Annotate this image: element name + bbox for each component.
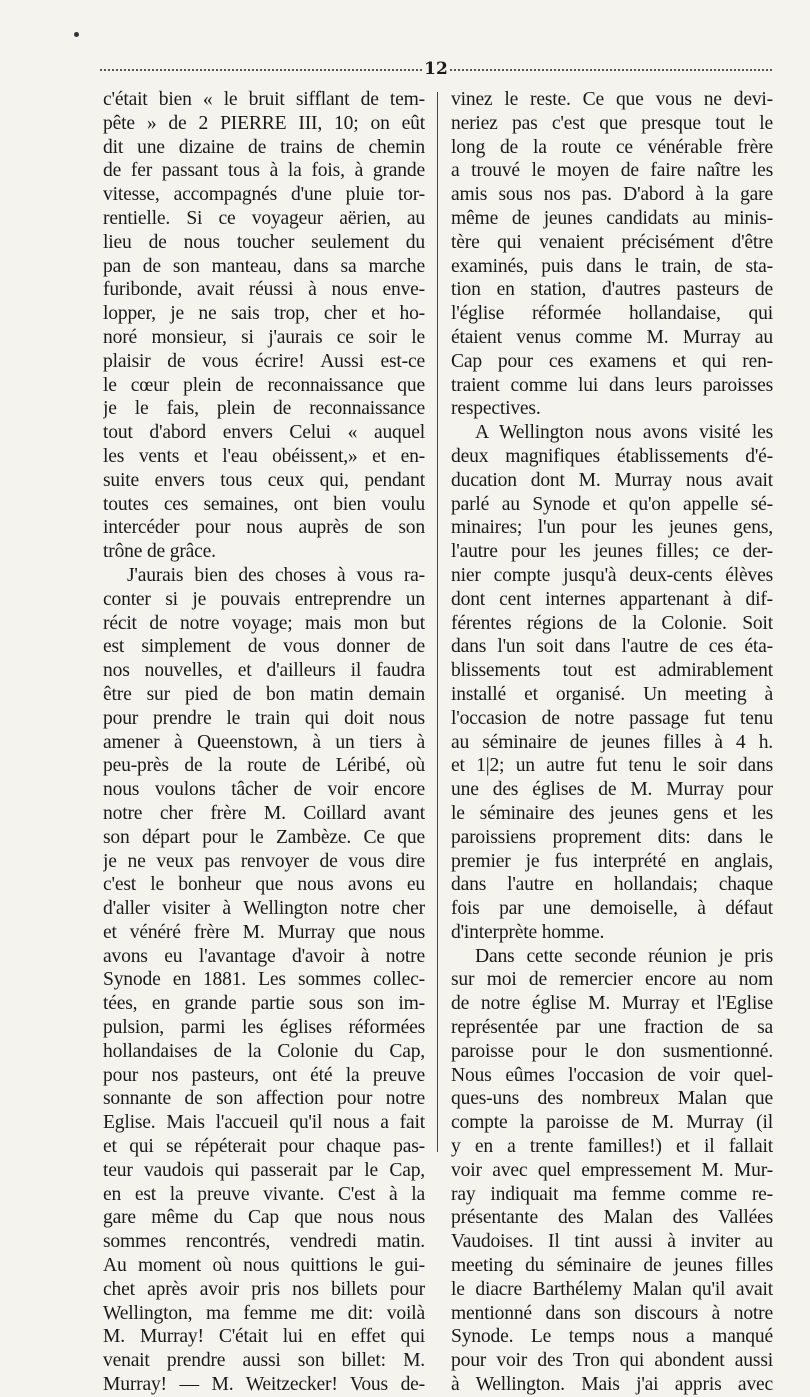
text-line: dans l'un soit dans l'autre de ces éta- xyxy=(451,636,773,658)
text-line: nos nouvelles, et d'ailleurs il faudra xyxy=(103,660,425,682)
text-line: dans l'autre en hollandais; chaque xyxy=(451,874,773,896)
text-line: pour nos pasteurs, ont été la preuve xyxy=(103,1064,425,1086)
text-line: toutes ces semaines, ont bien voulu xyxy=(103,493,425,515)
text-line: hollandaises de la Colonie du Cap, xyxy=(103,1040,425,1062)
text-line: fois par une demoiselle, à défaut xyxy=(451,898,773,920)
text-line: compte la paroisse de M. Murray (il xyxy=(451,1112,773,1134)
text-line: neriez pas c'est que presque tout le xyxy=(451,112,773,134)
text-line: Dans cette seconde réunion je pris xyxy=(475,945,773,967)
text-line: pulsion, parmi les églises réformées xyxy=(103,1017,425,1039)
text-line: vinez le reste. Ce que vous ne devi- xyxy=(451,89,773,110)
text-line: mentionné dans son discours à notre xyxy=(451,1302,773,1324)
right-column xyxy=(451,88,773,1397)
text-line: premier je fus interprété en anglais, xyxy=(451,850,773,872)
text-line: paroissiens proprement dits: dans le xyxy=(451,826,773,848)
text-line: ducation dont M. Murray nous avait xyxy=(451,469,773,491)
text-line: tout d'abord envers Celui « auquel xyxy=(103,422,425,444)
text-line: avons eu l'avantage d'avoir à notre xyxy=(103,945,425,967)
text-line: noré monsieur, si j'aurais ce soir le xyxy=(103,326,425,348)
text-line: intercéder pour nous auprès de son xyxy=(103,517,425,539)
text-line: pête » de 2 PIERRE III, 10; on eût xyxy=(103,112,425,134)
text-line: amis sous nos pas. D'abord à la gare xyxy=(451,184,773,206)
text-line: est simplement de vous donner de xyxy=(103,636,425,658)
text-line: tion en station, d'autres pasteurs de xyxy=(451,279,773,301)
text-line: furibonde, avait réussi à nous enve- xyxy=(103,279,425,301)
text-line: dit une dizaine de trains de chemin xyxy=(103,136,425,158)
text-line: le diacre Barthélemy Malan qu'il avait xyxy=(451,1278,773,1300)
text-line: deux magnifiques établissements d'é- xyxy=(451,445,773,467)
text-line: les vents et l'eau obéissent,» et en- xyxy=(103,445,425,467)
text-line: pan de son manteau, dans sa marche xyxy=(103,255,425,277)
text-line: représentée par une fraction de sa xyxy=(451,1017,773,1039)
text-line: pour voir des Tron qui abondent aussi xyxy=(451,1350,773,1372)
text-line: être sur pied de bon matin demain xyxy=(103,683,425,705)
text-line: tère qui venaient précisément d'être xyxy=(451,231,773,253)
text-line: Murray! — M. Weitzecker! Vous de- xyxy=(103,1374,425,1396)
text-line: étaient venus comme M. Murray au xyxy=(451,326,773,348)
text-line: une des églises de M. Murray pour xyxy=(451,779,773,801)
text-line: installé et organisé. Un meeting à xyxy=(451,683,773,705)
text-line: meeting du séminaire de jeunes filles xyxy=(451,1255,773,1277)
text-line: de fer passant tous à la fois, à grande xyxy=(103,160,425,182)
text-line: Vaudoises. Il tint aussi à inviter au xyxy=(451,1231,773,1253)
text-line: paroisse pour le don susmentionné. xyxy=(451,1040,773,1062)
text-line: tées, en grande partie sous son im- xyxy=(103,993,425,1015)
text-line: l'autre pour les jeunes filles; ce der- xyxy=(451,541,773,563)
text-line: Cap pour ces examens et qui ren- xyxy=(451,350,773,372)
text-line: Nous eûmes l'occasion de voir quel- xyxy=(451,1064,773,1086)
text-line: le cœur plein de reconnaissance que xyxy=(103,374,425,396)
ink-speck xyxy=(74,32,79,37)
text-line: de notre église M. Murray et l'Eglise xyxy=(451,993,773,1015)
text-line: y en a trente familles!) et il fallait xyxy=(451,1136,773,1158)
text-line: nier compte jusqu'à deux-cents élèves xyxy=(451,564,773,586)
text-line: long de la route ce vénérable frère xyxy=(451,136,773,158)
text-line: récit de notre voyage; mais mon but xyxy=(103,612,425,634)
text-line: Synode en 1881. Les sommes collec- xyxy=(103,969,425,991)
text-line: respectives. xyxy=(451,398,541,420)
text-line: l'église réformée hollandaise, qui xyxy=(451,303,773,325)
text-line: conter si je pouvais entreprendre un xyxy=(103,588,425,610)
text-line: pour prendre le train qui doit nous xyxy=(103,707,425,729)
text-line: sommes rencontrés, vendredi matin. xyxy=(103,1231,425,1253)
text-line: dont cent internes appartenant à dif- xyxy=(451,588,773,610)
text-line: venait prendre aussi son billet: M. xyxy=(103,1350,425,1372)
column-divider xyxy=(437,92,438,1152)
text-line: c'était bien « le bruit sifflant de tem- xyxy=(103,89,425,110)
text-line: minaires; l'un pour les jeunes gens, xyxy=(451,517,773,539)
text-line: même de jeunes candidats au minis- xyxy=(451,207,773,229)
text-line: je le fais, plein de reconnaissance xyxy=(103,398,425,420)
text-line: férentes régions de la Colonie. Soit xyxy=(451,612,773,634)
text-line: sonnante de son affection pour notre xyxy=(103,1088,425,1110)
text-line: plaisir de vous écrire! Aussi est-ce xyxy=(103,350,425,372)
text-line: sur moi de remercier encore au nom xyxy=(451,969,773,991)
text-line: présentante des Malan des Vallées xyxy=(451,1207,773,1229)
text-line: M. Murray! C'était lui en effet qui xyxy=(103,1326,425,1348)
text-line: gare même du Cap que nous nous xyxy=(103,1207,425,1229)
text-line: vitesse, accompagnés d'une pluie tor- xyxy=(103,184,425,206)
text-line: notre cher frère M. Coillard avant xyxy=(103,802,425,824)
text-line: et 1|2; un autre fut tenu le soir dans xyxy=(451,755,773,777)
text-line: parlé au Synode et qu'on appelle sé- xyxy=(451,493,773,515)
text-line: Synode. Le temps nous a manqué xyxy=(451,1326,773,1348)
text-line: a trouvé le moyen de faire naître les xyxy=(451,160,773,182)
text-line: au séminaire de jeunes filles à 4 h. xyxy=(451,731,773,753)
text-line: Eglise. Mais l'accueil qu'il nous a fait xyxy=(103,1112,425,1134)
text-line: examinés, puis dans le train, de sta- xyxy=(451,255,773,277)
text-line: traient comme lui dans leurs paroisses xyxy=(451,374,773,396)
text-line: nous voulons tâcher de voir encore xyxy=(103,779,425,801)
text-line: l'occasion de notre passage fut tenu xyxy=(451,707,773,729)
text-line: son départ pour le Zambèze. Ce que xyxy=(103,826,425,848)
text-line: et qui se répéterait pour chaque pas- xyxy=(103,1136,425,1158)
text-line: d'aller visiter à Wellington notre cher xyxy=(103,898,425,920)
text-line: je ne veux pas renvoyer de vous dire xyxy=(103,850,425,872)
left-column xyxy=(103,88,425,1397)
text-line: à Wellington. Mais j'ai appris avec xyxy=(451,1374,773,1396)
text-line: en est la preuve vivante. C'est à la xyxy=(103,1183,425,1205)
text-line: ray indiquait ma femme comme re- xyxy=(451,1183,773,1205)
text-line: chet après avoir pris nos billets pour xyxy=(103,1278,425,1300)
page-header xyxy=(100,58,772,80)
text-line: ques-uns des nombreux Malan que xyxy=(451,1088,773,1110)
text-line: voir avec quel empressement M. Mur- xyxy=(451,1159,773,1181)
text-line: d'interprète homme. xyxy=(451,921,605,943)
text-line: lieu de nous toucher seulement du xyxy=(103,231,425,253)
text-line: lopper, je ne sais trop, cher et ho- xyxy=(103,303,425,325)
text-line: et vénéré frère M. Murray que nous xyxy=(103,921,425,943)
page-number: 12 xyxy=(424,59,448,79)
text-line: J'aurais bien des choses à vous ra- xyxy=(127,564,425,586)
text-line: teur vaudois qui passerait par le Cap, xyxy=(103,1159,425,1181)
text-line: Wellington, ma femme me dit: voilà xyxy=(103,1302,425,1324)
header-rule-right xyxy=(450,69,772,71)
text-line: rentielle. Si ce voyageur aërien, au xyxy=(103,207,425,229)
text-line: blissements tout est admirablement xyxy=(451,660,773,682)
text-line: suite envers tous ceux qui, pendant xyxy=(103,469,425,491)
text-line: le séminaire des jeunes gens et les xyxy=(451,802,773,824)
header-rule-left xyxy=(100,69,422,71)
text-line: A Wellington nous avons visité les xyxy=(475,422,773,444)
text-line: trône de grâce. xyxy=(103,541,216,563)
text-line: amener à Queenstown, à un tiers à xyxy=(103,731,425,753)
text-line: Au moment où nous quittions le gui- xyxy=(103,1255,425,1277)
text-line: c'est le bonheur que nous avons eu xyxy=(103,874,425,896)
text-line: peu-près de la route de Léribé, où xyxy=(103,755,425,777)
